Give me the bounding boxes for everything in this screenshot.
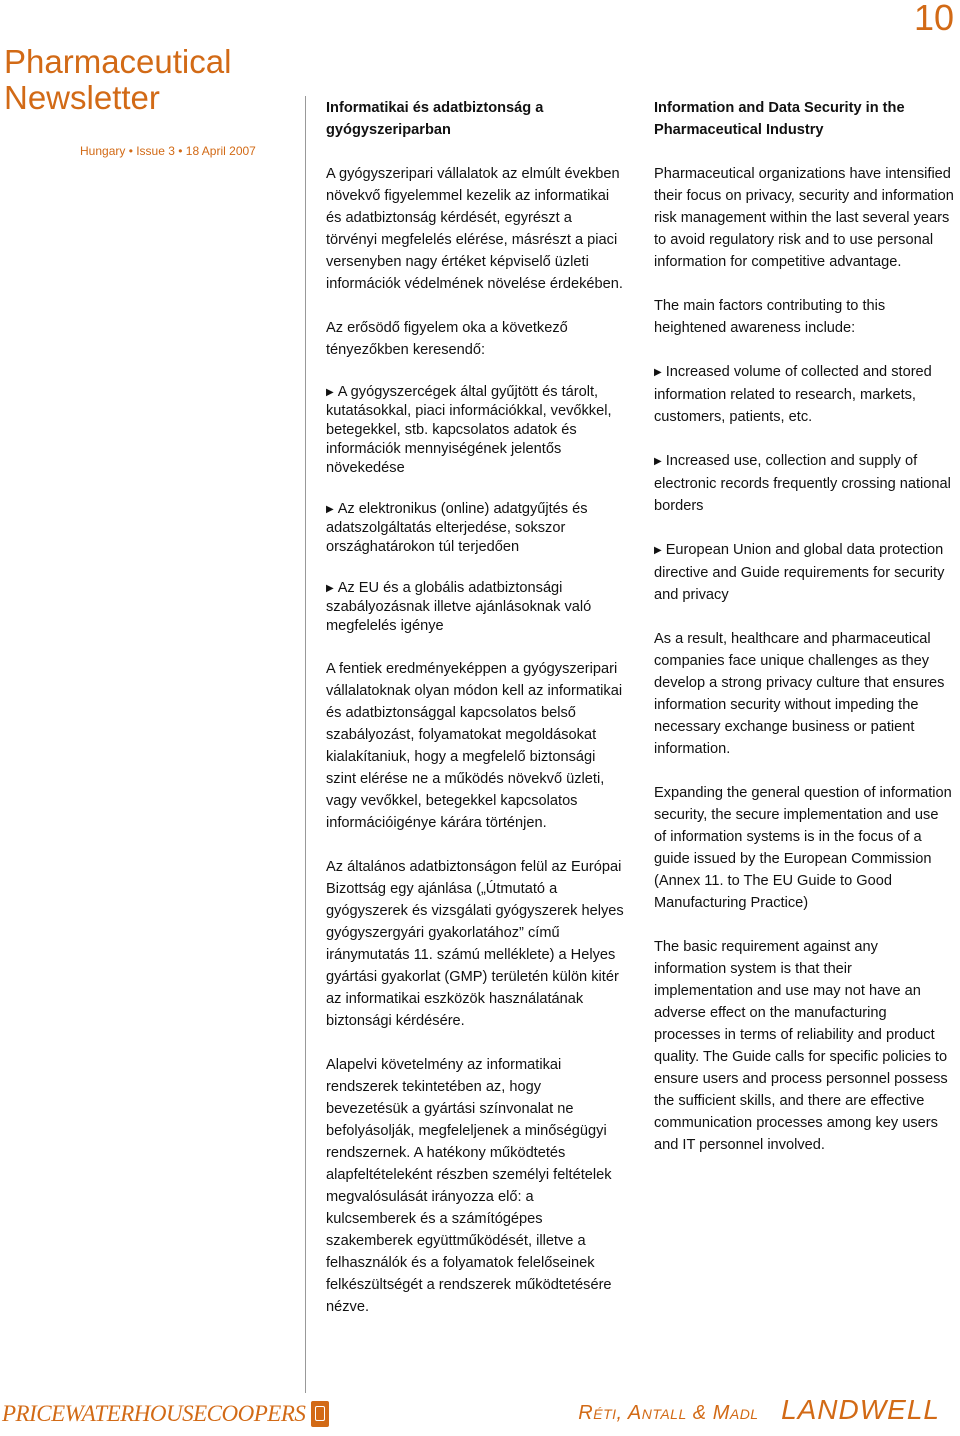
english-column: [654, 97, 954, 1178]
hungarian-paragraph-5: Alapelvi követelmény az informatikai rendszerek tekintetében az, hogy bevezetésük a gyártási színvonalat ne befolyásolják, megfeleljenek a minőségügyi rendszernek. A hatékony működtetés alapfeltételeként részben személyi feltételek megvalósulását irányozza elő: a kulcsemberek és a számítógépes szakemberek együttműködését, illetve a felhasználók és a folyamatok felelőseinek felkészültségét a rendszerek működtetésére nézve.: [326, 1057, 612, 1315]
english-bullet-2-text: Increased use, collection and supply of electronic records frequently crossing national borders: [654, 453, 951, 514]
english-bullet-3-text: European Union and global data protection directive and Guide requirements for security and privacy: [654, 542, 945, 603]
masthead: [4, 44, 294, 116]
triangle-right-icon: ▶: [326, 504, 334, 515]
column-divider: [305, 96, 306, 1393]
hungarian-bullet-3: [326, 579, 626, 636]
pwc-seal-icon: [311, 1401, 329, 1427]
hungarian-heading: Informatikai és adatbiztonság a gyógyszeriparban: [326, 100, 544, 138]
landwell-logo-text: LANDWELL: [781, 1394, 940, 1425]
triangle-right-icon: ▶: [654, 367, 662, 378]
hungarian-paragraph-1: A gyógyszeripari vállalatok az elmúlt években növekvő figyelemmel kezelik az informatikai és adatbiztonság kérdését, egyrészt a törvényi megfelelés elérése, másrészt a piaci versenyben nagy értéket képviselő üzleti információk védelmének növelése érdekében.: [326, 166, 623, 292]
english-paragraph-3: As a result, healthcare and pharmaceutical companies face unique challenges as they develop a strong privacy culture that ensures information security without impeding the necessary exchange business or patient information.: [654, 631, 945, 757]
hungarian-bullet-1: [326, 383, 626, 478]
english-heading: Information and Data Security in the Pharmaceutical Industry: [654, 100, 905, 138]
newsletter-title: [4, 44, 294, 116]
pwc-logo-text: PRICEWATERHOUSECOOPERS: [2, 1401, 306, 1426]
hungarian-paragraph-3: A fentiek eredményeképpen a gyógyszeripari vállalatoknak olyan módon kell az informatikai és adatbiztonsággal kapcsolatos belső szabályozást, folyamatokat megoldásokat kialakítaniuk, hogy a megfelelő biztonsági szint elérése ne a működés növekvő üzleti, vagy vevőkkel, betegekkel kapcsolatos információigénye kárára történjen.: [326, 661, 623, 831]
triangle-right-icon: ▶: [654, 545, 662, 556]
hungarian-column: [326, 97, 626, 1340]
hungarian-bullet-1-text: A gyógyszercégek által gyűjtött és tárolt, kutatásokkal, piaci információkkal, vevőkkel, betegekkel, stb. kapcsolatos adatok és információk mennyiségének jelentős növekedése: [326, 384, 612, 476]
hungarian-bullet-2: [326, 500, 626, 557]
title-line-2: Newsletter: [4, 79, 160, 116]
english-bullet-1-text: Increased volume of collected and stored information related to research, markets, customers, patients, etc.: [654, 364, 932, 425]
english-bullet-3: [654, 539, 954, 606]
english-bullet-2: [654, 450, 954, 517]
triangle-right-icon: ▶: [326, 583, 334, 594]
issue-line: Hungary • Issue 3 • 18 April 2007: [80, 144, 256, 158]
english-paragraph-5: The basic requirement against any information system is that their implementation and use may not have an adverse effect on the manufacturing processes in terms of reliability and product quality. The Guide calls for specific policies to ensure users and process personnel possess the sufficient skills, and there are effective communication processes among key users and IT personnel involved.: [654, 939, 948, 1153]
partner-logos: [578, 1394, 940, 1426]
hungarian-bullet-3-text: Az EU és a globális adatbiztonsági szabályozásnak illetve ajánlásoknak való megfelelés igénye: [326, 580, 592, 634]
hungarian-paragraph-2: Az erősödő figyelem oka a következő tényezőkben keresendő:: [326, 320, 568, 358]
english-bullet-1: [654, 361, 954, 428]
page-number: 10: [913, 0, 954, 38]
triangle-right-icon: ▶: [326, 387, 334, 398]
english-paragraph-2: The main factors contributing to this heightened awareness include:: [654, 298, 886, 336]
triangle-right-icon: ▶: [654, 456, 662, 467]
rav-logo-text: Réti, Antall & Madl: [578, 1402, 759, 1424]
hungarian-bullet-2-text: Az elektronikus (online) adatgyűjtés és adatszolgáltatás elterjedése, sokszor országhatárokon túl terjedően: [326, 501, 588, 555]
title-line-1: Pharmaceutical: [4, 43, 232, 80]
english-paragraph-4: Expanding the general question of information security, the secure implementation and use of information systems is in the focus of a guide issued by the European Commission (Annex 11. to The EU Guide to Good Manufacturing Practice): [654, 785, 952, 911]
pwc-logo: [2, 1398, 329, 1430]
english-paragraph-1: Pharmaceutical organizations have intensified their focus on privacy, security and information risk management within the last several years to avoid regulatory risk and to use personal information for competitive advantage.: [654, 166, 954, 270]
hungarian-paragraph-4: Az általános adatbiztonságon felül az Európai Bizottság egy ajánlása („Útmutató a gyógyszerek és vizsgálati gyógyszerek helyes gyógyszergyári gyakorlatához” című iránymutatás 11. számú melléklete) a Helyes gyártási gyakorlat (GMP) területén külön kitér az informatikai eszközök használatának biztonsági kérdésére.: [326, 859, 624, 1029]
